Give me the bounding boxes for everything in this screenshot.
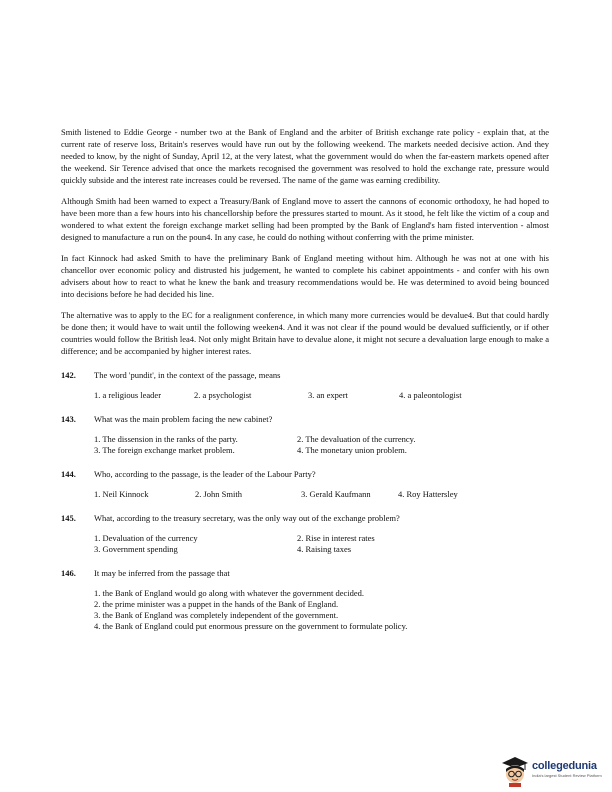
- passage-paragraph-4: The alternative was to apply to the EC for a realignment conference, in which many more currencies would be devalue4. But that could hardly be done then; it would have to wait until the following weeken4. And it was not clear if the pound would be devalued sufficiently, or if other countries would follow the British lea4. Not only might Britain have to devalue alone, it might not secure a devaluation large enough to make a difference; and be accompanied by higher interest rates.: [61, 310, 549, 356]
- brand-tagline: India's largest Student Review Platform: [532, 773, 602, 778]
- question-text: What, according to the treasury secretary, was the only way out of the exchange problem?: [94, 513, 400, 523]
- option-3: 3. the Bank of England was completely independent of the government.: [94, 610, 339, 620]
- question-number: 145.: [61, 513, 76, 523]
- question-144: [61, 468, 549, 500]
- option-2: 2. The devaluation of the currency.: [297, 434, 416, 444]
- document-body: [61, 126, 549, 632]
- option-2: 2. a psychologist: [194, 390, 252, 400]
- collegedunia-logo: [500, 755, 612, 789]
- option-2: 2. Rise in interest rates: [297, 533, 375, 543]
- option-4: 4. The monetary union problem.: [297, 445, 407, 455]
- option-3: 3. Gerald Kaufmann: [301, 489, 371, 499]
- question-text: Who, according to the passage, is the leader of the Labour Party?: [94, 469, 316, 479]
- passage-paragraph-1: Smith listened to Eddie George - number two at the Bank of England and the arbiter of British exchange rate policy - explain that, at the current rate of reserve loss, Britain's reserves would have run out by the following weekend. The markets needed decisive action. And they needed to know, by the night of Sunday, April 12, at the very latest, what the government would do when the far-eastern markets opened after the weekend. Sir Terence advised that once the markets recognised the government was resolved to hold the exchange rate, pressure would quickly subside and the interest rate increases could be reversed. The name of the game was earning credibility.: [61, 127, 549, 185]
- option-3: 3. Government spending: [94, 544, 178, 554]
- option-1: 1. the Bank of England would go along with whatever the government decided.: [94, 588, 365, 598]
- graduate-mascot-icon: [500, 755, 530, 787]
- option-3: 3. an expert: [308, 390, 348, 400]
- question-text: It may be inferred from the passage that: [94, 568, 230, 578]
- question-142: [61, 369, 549, 401]
- question-number: 142.: [61, 370, 76, 380]
- question-text: The word 'pundit', in the context of the passage, means: [94, 370, 281, 380]
- question-145: [61, 512, 549, 555]
- option-1: 1. Neil Kinnock: [94, 489, 149, 499]
- option-4: 4. the Bank of England could put enormous pressure on the government to formulate policy.: [94, 621, 408, 631]
- option-3: 3. The foreign exchange market problem.: [94, 445, 235, 455]
- question-143: [61, 413, 549, 456]
- option-1: 1. Devaluation of the currency: [94, 533, 198, 543]
- question-146: [61, 567, 549, 632]
- question-number: 143.: [61, 414, 76, 424]
- brand-name: collegedunia: [532, 760, 597, 772]
- option-4: 4. Roy Hattersley: [398, 489, 458, 499]
- question-text: What was the main problem facing the new cabinet?: [94, 414, 273, 424]
- option-1: 1. The dissension in the ranks of the party.: [94, 434, 238, 444]
- passage-paragraph-2: Although Smith had been warned to expect a Treasury/Bank of England move to assert the cannons of economic orthodoxy, he had hoped to have been more than a few hours into his chancellorship before the pressures started to mount. As it stood, he felt like the victim of a coup and wondered to what extent the foreign exchange market selling had been prompted by the Bank of England's ham fisted intervention - almost designed to manufacture a run on the poun4. In any case, he could do nothing without conferring with the prime minister.: [61, 196, 549, 242]
- option-4: 4. Raising taxes: [297, 544, 352, 554]
- option-2: 2. John Smith: [195, 489, 242, 499]
- passage-paragraph-3: In fact Kinnock had asked Smith to have the preliminary Bank of England meeting without him. Although he was not at one with his chancellor over economic policy and distrusted his judgement, he wanted to complete his cabinet appointments - and confer with his own advisers about how to react to what he knew the bank and treasury recommendations would be. He was determined to avoid being bounced into decisions before he had decided his line.: [61, 253, 549, 299]
- option-1: 1. a religious leader: [94, 390, 162, 400]
- option-2: 2. the prime minister was a puppet in the hands of the Bank of England.: [94, 599, 339, 609]
- option-4: 4. a paleontologist: [399, 390, 462, 400]
- question-number: 144.: [61, 469, 76, 479]
- question-number: 146.: [61, 568, 76, 578]
